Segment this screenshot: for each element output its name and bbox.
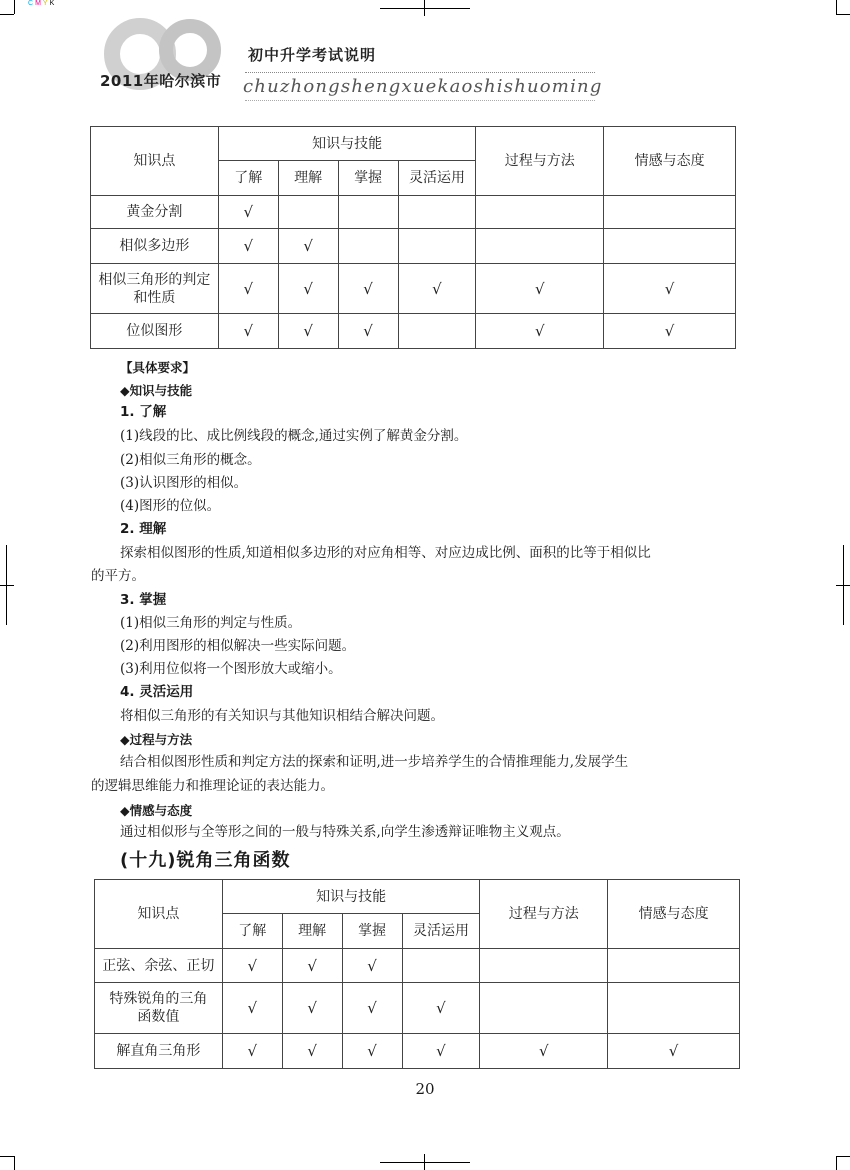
table-row xyxy=(91,229,736,264)
row-label: 解直角三角形 xyxy=(95,1034,223,1069)
subheader-apply: 灵活运用 xyxy=(402,914,480,949)
check-cell: √ xyxy=(480,1034,608,1069)
check-cell: √ xyxy=(604,314,736,349)
item-line: (1)线段的比、成比例线段的概念,通过实例了解黄金分割。 xyxy=(120,428,468,444)
header-knowledge-point: 知识点 xyxy=(91,127,219,196)
check-cell: √ xyxy=(338,264,398,314)
check-cell: √ xyxy=(476,264,604,314)
section-knowledge-skill: ◆知识与技能 xyxy=(120,383,193,398)
cmyk-m: M xyxy=(35,0,43,7)
check-cell: √ xyxy=(402,983,480,1034)
heading-comprehend: 2. 理解 xyxy=(120,521,167,537)
item-line: (3)认识图形的相似。 xyxy=(120,475,248,491)
check-cell: √ xyxy=(342,949,402,983)
check-cell: √ xyxy=(398,264,476,314)
subheader-understand: 了解 xyxy=(218,161,278,196)
item-line: (1)相似三角形的判定与性质。 xyxy=(120,615,302,631)
header-process-method: 过程与方法 xyxy=(480,880,608,949)
knowledge-table-2 xyxy=(94,879,740,1069)
item-line: (2)相似三角形的概念。 xyxy=(120,452,261,468)
header-year: 2011年哈尔滨市 xyxy=(100,72,222,90)
header-knowledge-skill: 知识与技能 xyxy=(218,127,476,161)
cmyk-y: Y xyxy=(42,0,50,7)
subheader-comprehend: 理解 xyxy=(282,914,342,949)
chapter-heading: (十九)锐角三角函数 xyxy=(120,850,291,871)
check-cell: √ xyxy=(222,949,282,983)
header-knowledge-point: 知识点 xyxy=(95,880,223,949)
check-cell: √ xyxy=(282,949,342,983)
check-cell xyxy=(398,229,476,264)
subheader-master: 掌握 xyxy=(342,914,402,949)
table-row xyxy=(95,983,740,1034)
subheader-understand: 了解 xyxy=(222,914,282,949)
heading-master: 3. 掌握 xyxy=(120,592,167,608)
check-cell: √ xyxy=(402,1034,480,1069)
check-cell xyxy=(338,229,398,264)
item-line: (3)利用位似将一个图形放大或缩小。 xyxy=(120,661,342,677)
row-label: 相似多边形 xyxy=(91,229,219,264)
check-cell: √ xyxy=(278,314,338,349)
knowledge-table-1 xyxy=(90,126,736,349)
check-cell: √ xyxy=(218,196,278,229)
check-cell xyxy=(398,314,476,349)
cmyk-color-bar xyxy=(28,0,56,7)
check-cell xyxy=(398,196,476,229)
cmyk-k: K xyxy=(49,0,57,7)
check-cell xyxy=(480,983,608,1034)
check-cell: √ xyxy=(342,1034,402,1069)
subheader-master: 掌握 xyxy=(338,161,398,196)
paragraph-line: 的平方。 xyxy=(91,568,145,584)
check-cell: √ xyxy=(222,1034,282,1069)
item-line: (4)图形的位似。 xyxy=(120,498,221,514)
check-cell: √ xyxy=(218,264,278,314)
page-number: 20 xyxy=(415,1080,435,1098)
check-cell: √ xyxy=(222,983,282,1034)
check-cell: √ xyxy=(342,983,402,1034)
paragraph-line: 探索相似图形的性质,知道相似多边形的对应角相等、对应边成比例、面积的比等于相似比 xyxy=(120,545,651,561)
cmyk-c: C xyxy=(28,0,36,7)
check-cell xyxy=(476,229,604,264)
row-label: 正弦、余弦、正切 xyxy=(95,949,223,983)
check-cell xyxy=(278,196,338,229)
header-rule xyxy=(245,72,595,73)
paragraph-line: 将相似三角形的有关知识与其他知识相结合解决问题。 xyxy=(120,708,444,724)
check-cell xyxy=(604,196,736,229)
check-cell: √ xyxy=(218,229,278,264)
header-process-method: 过程与方法 xyxy=(476,127,604,196)
header-title: 初中升学考试说明 xyxy=(248,46,377,64)
check-cell: √ xyxy=(278,264,338,314)
check-cell xyxy=(476,196,604,229)
check-cell: √ xyxy=(218,314,278,349)
row-label: 特殊锐角的三角函数值 xyxy=(95,983,223,1034)
header-rule-bottom xyxy=(245,100,595,101)
table-row xyxy=(91,196,736,229)
row-label: 相似三角形的判定和性质 xyxy=(91,264,219,314)
item-line: (2)利用图形的相似解决一些实际问题。 xyxy=(120,638,356,654)
table-row xyxy=(95,949,740,983)
check-cell: √ xyxy=(338,314,398,349)
row-label: 黄金分割 xyxy=(91,196,219,229)
check-cell xyxy=(338,196,398,229)
check-cell xyxy=(608,983,740,1034)
check-cell: √ xyxy=(608,1034,740,1069)
table-row xyxy=(91,264,736,314)
header-emotion-attitude: 情感与态度 xyxy=(608,880,740,949)
paragraph-line: 的逻辑思维能力和推理论证的表达能力。 xyxy=(91,778,334,794)
check-cell: √ xyxy=(604,264,736,314)
heading-apply: 4. 灵活运用 xyxy=(120,684,194,700)
check-cell: √ xyxy=(476,314,604,349)
check-cell xyxy=(480,949,608,983)
check-cell: √ xyxy=(282,983,342,1034)
section-process-method: ◆过程与方法 xyxy=(120,732,193,747)
header-pinyin: chuzhongshengxuekaoshishuoming xyxy=(243,76,603,97)
check-cell xyxy=(604,229,736,264)
heading-understand: 1. 了解 xyxy=(120,404,167,420)
subheader-apply: 灵活运用 xyxy=(398,161,476,196)
paragraph-line: 通过相似形与全等形之间的一般与特殊关系,向学生渗透辩证唯物主义观点。 xyxy=(120,824,570,840)
check-cell: √ xyxy=(282,1034,342,1069)
check-cell: √ xyxy=(278,229,338,264)
check-cell xyxy=(402,949,480,983)
subheader-comprehend: 理解 xyxy=(278,161,338,196)
section-emotion-attitude: ◆情感与态度 xyxy=(120,803,193,818)
check-cell xyxy=(608,949,740,983)
paragraph-line: 结合相似图形性质和判定方法的探索和证明,进一步培养学生的合情推理能力,发展学生 xyxy=(120,754,629,770)
table-row xyxy=(91,314,736,349)
header-knowledge-skill: 知识与技能 xyxy=(222,880,480,914)
table-row xyxy=(95,1034,740,1069)
header-emotion-attitude: 情感与态度 xyxy=(604,127,736,196)
requirements-heading: 【具体要求】 xyxy=(120,360,196,375)
row-label: 位似图形 xyxy=(91,314,219,349)
